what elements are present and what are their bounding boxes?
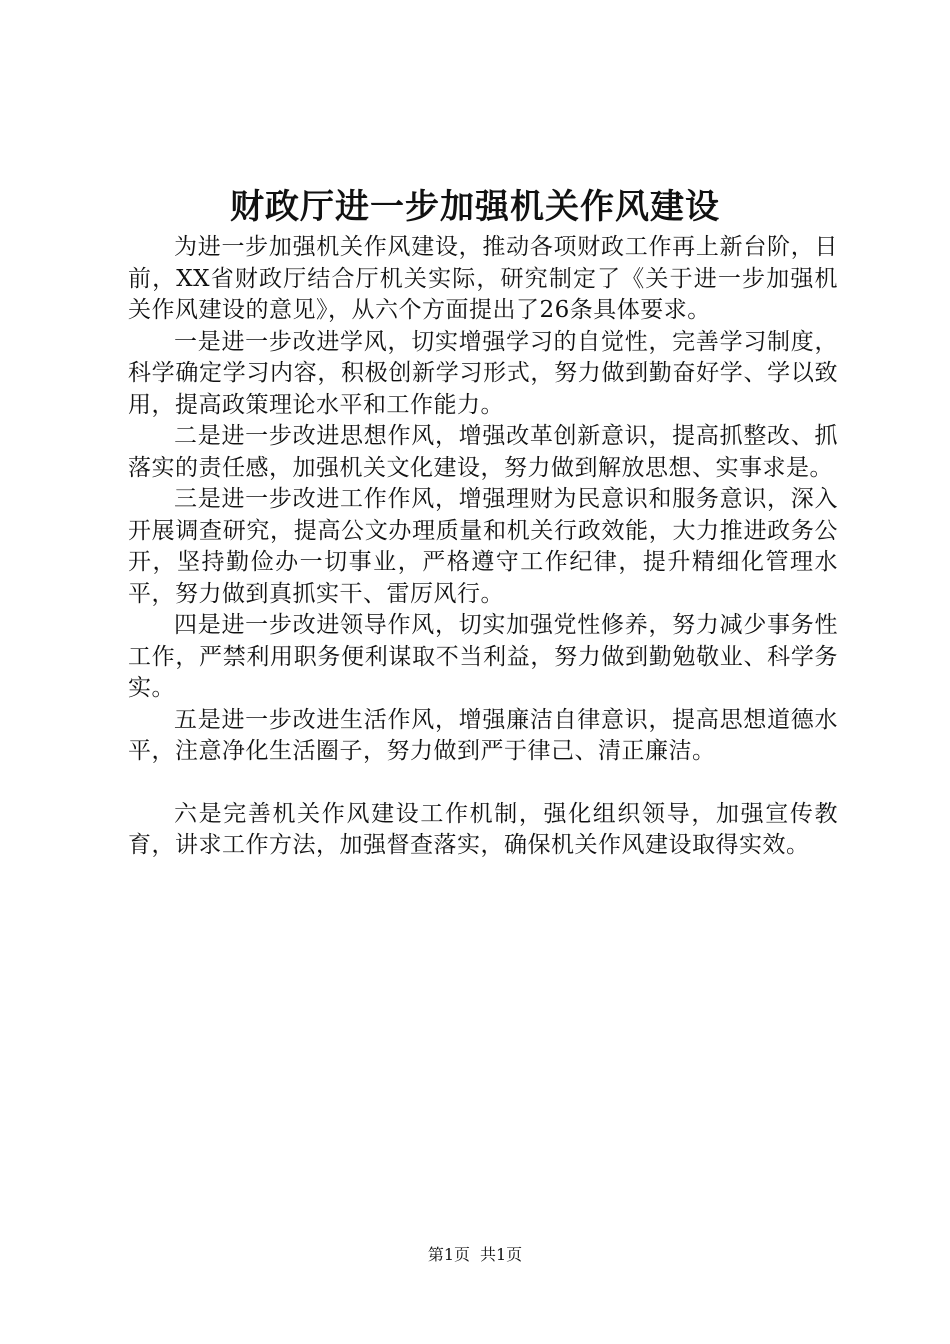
page-footer [0,1244,950,1266]
document-title: 财政厅进一步加强机关作风建设 [230,187,720,227]
paragraph-point-6: 六是完善机关作风建设工作机制，强化组织领导，加强宣传教育，讲求工作方法，加强督查落实，确保机关作风建设取得实效。 [128,800,838,858]
paragraph-point-3: 三是进一步改进工作作风，增强理财为民意识和服务意识，深入开展调查研究，提高公文办理质量和机关行政效能，大力推进政务公开，坚持勤俭办一切事业，严格遵守工作纪律，提升精细化管理水平，努力做到真抓实干、雷厉风行。 [128,486,838,607]
paragraph-point-2: 二是进一步改进思想作风，增强改革创新意识，提高抓整改、抓落实的责任感，加强机关文化建设，努力做到解放思想、实事求是。 [128,423,838,481]
paragraph-point-1: 一是进一步改进学风，切实增强学习的自觉性，完善学习制度，科学确定学习内容，积极创新学习形式，努力做到勤奋好学、学以致用，提高政策理论水平和工作能力。 [128,328,838,418]
page-total: 共1页 [480,1245,523,1264]
paragraph-point-5: 五是进一步改进生活作风，增强廉洁自律意识，提高思想道德水平，注意净化生活圈子，努力做到严于律己、清正廉洁。 [128,706,838,764]
page-number: 第1页 [427,1245,470,1264]
paragraph-intro: 为进一步加强机关作风建设，推动各项财政工作再上新台阶，日前，XX省财政厅结合厅机关实际，研究制定了《关于进一步加强机关作风建设的意见》，从六个方面提出了26条具体要求。 [128,234,838,323]
document-body [128,232,838,862]
paragraph-point-4: 四是进一步改进领导作风，切实加强党性修养，努力减少事务性工作，严禁利用职务便利谋取不当利益，努力做到勤勉敬业、科学务实。 [128,612,838,701]
